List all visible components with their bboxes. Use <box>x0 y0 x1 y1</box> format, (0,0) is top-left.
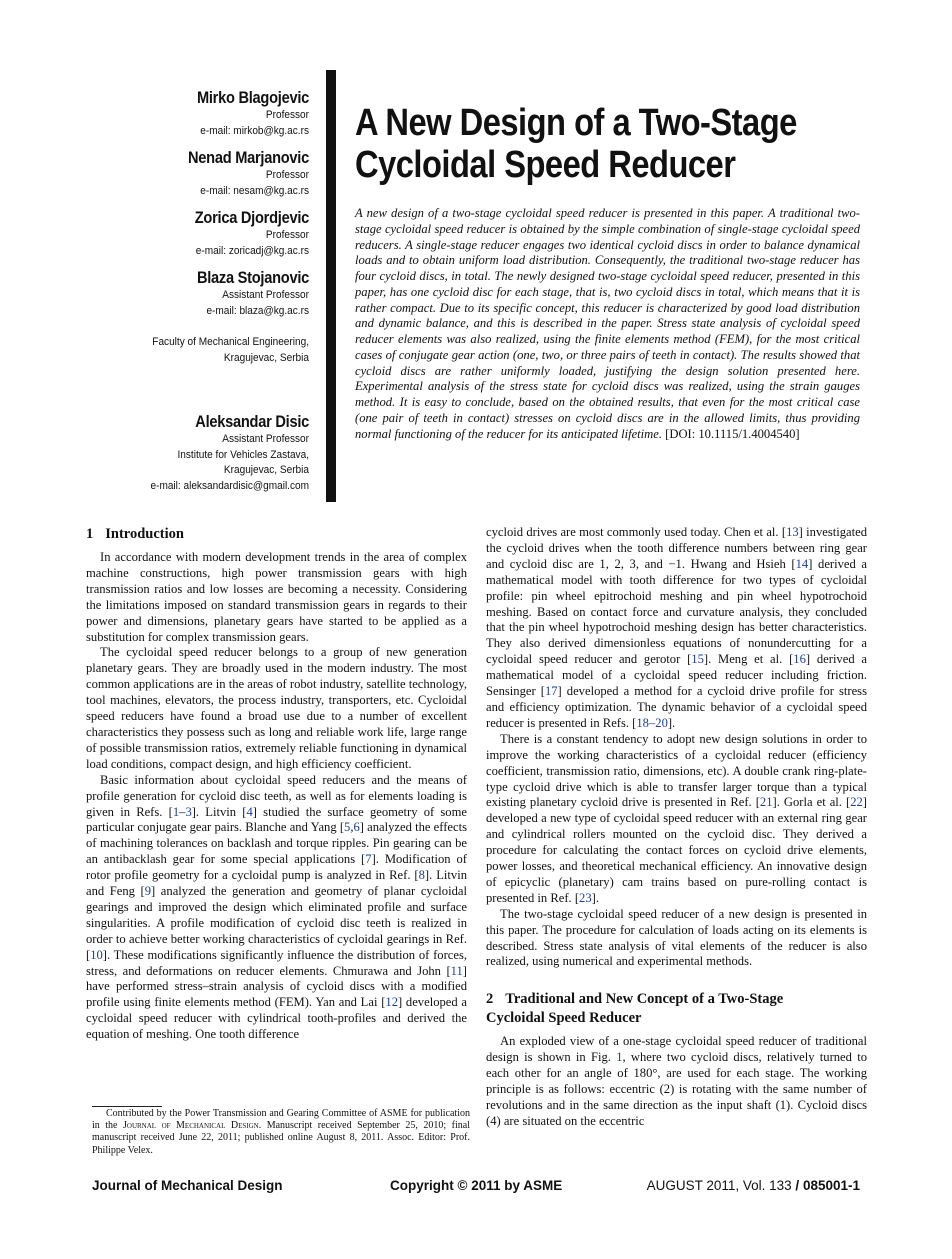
text-run: ]. Gorla et al. [ <box>772 795 851 810</box>
text-run: Contributed by the Power Transmission and Gearing Committee of ASME for publication in the <box>92 1108 470 1132</box>
section-number: 1 <box>86 526 94 542</box>
reference-link[interactable]: 6 <box>353 820 360 835</box>
text-run: ]. <box>667 715 676 730</box>
reference-link[interactable]: 5 <box>344 820 351 835</box>
paper-title <box>355 102 802 186</box>
author-name: Mirko Blagojevic <box>196 88 309 107</box>
author-block <box>100 88 309 139</box>
text-run: ]. Litvin and Feng [ <box>86 868 467 899</box>
reference-link[interactable]: 12 <box>385 995 398 1010</box>
author-list <box>100 88 309 503</box>
journal-name: Journal of Mechanical Design <box>123 1120 259 1132</box>
page-footer <box>92 1178 860 1196</box>
affiliation-line: Kragujevac, Serbia <box>223 464 309 476</box>
section-number: 2 <box>486 991 494 1008</box>
text-run: ] analyzed the generation and geometry of planar cycloidal gearings and improved the design which eliminated profile and surface singularities. A profile modification of cycloid disc teeth is realized in order to achieve better working characteristics of cycloidal gearings in Ref. [ <box>86 884 467 962</box>
author-block <box>100 412 309 494</box>
text-run: ] developed a new type of cycloidal speed reducer with an external ring gear and cylindrical rollers mounted on the cycloid disc. They derived a procedure for calculating the contact forces on cycloid drive elements, power losses, and theoretical mechanical efficiency. An innovative design of epicyclic (planetary) cam trains based on pure-rolling contact is presented in Ref. [ <box>486 795 867 905</box>
text-run: ]. Meng et al. [ <box>703 652 794 667</box>
reference-link[interactable]: 21 <box>759 795 773 810</box>
reference-link[interactable]: 1 <box>172 804 180 819</box>
text-run: ] studied the surface geometry of some particular conjugate gear pairs. Blanche and Yang [ <box>86 804 467 835</box>
page-number: 085001-1 <box>802 1178 860 1193</box>
reference-link[interactable]: 23 <box>579 890 592 905</box>
text-run: – <box>179 804 186 819</box>
section-title: Introduction <box>105 526 184 542</box>
reference-link[interactable]: 13 <box>786 525 799 539</box>
footnote <box>92 1108 470 1157</box>
text-run: . Manuscript received September 25, 2010; final manuscript received June 22, 2011; published online August 8, 2011. Assoc. Editor: Prof. Philippe Velex. <box>92 1120 471 1156</box>
reference-link[interactable]: 3 <box>185 804 192 819</box>
reference-link[interactable]: 9 <box>144 884 152 899</box>
author-title: Professor <box>265 169 309 181</box>
text-run: ] have performed stress–strain analysis of cycloid discs with a modified profile using finite elements method (FEM). Yan and Lai [ <box>86 963 467 1010</box>
abstract-text: A new design of a two-stage cycloidal speed reducer is presented in this paper. A traditional two-stage cycloidal speed reducer is obtained by the simple combination of single-stage cycloidal speed reducers. A single-stage reducer engages two identical cycloid discs in order to balance dynamical loads and to obtain uniform load distribution. Consequently, the traditional two-stage reducer has four cycloid discs, in total. The newly designed two-stage cycloidal speed reducer, presented in this paper, has one cycloid disc for each stage, that is, two cycloid discs in total, which means that it is rather compact. Due to its specific concept, this reducer is characterized by good load distribution and dynamic balance, and this is described in the paper. Stress state analysis of cycloidal speed reducer elements was also realized, using the finite elements method (FEM), for the most critical cases of conjugate gear action (one, two, or three pairs of teeth in contact). The results showed that cycloid discs are rather uniformly loaded, justifying the design solution presented here. Experimental analysis of the stress state for cycloid discs was realized, using the strain gauges method. It is easy to conclude, based on the obtained results, that even for the most critical case (one pair of teeth in contact) stresses on cycloid discs are in the allowed limits, thus providing normal functioning of the reducer for its anticipated lifetime. <box>355 206 860 441</box>
section-heading-concept <box>486 990 867 1028</box>
paragraph <box>86 773 467 1043</box>
reference-link[interactable]: 22 <box>850 795 863 810</box>
paragraph <box>486 1034 867 1129</box>
reference-link[interactable]: 16 <box>793 652 806 667</box>
author-block <box>100 268 309 319</box>
reference-link[interactable]: 18–20 <box>636 715 668 730</box>
text-run: An exploded view of a one-stage cycloidal speed reducer of traditional design is shown in Fig. <box>486 1034 867 1065</box>
paragraph: In accordance with modern development trends in the area of complex machine constructions, high power transmission gears with high transmission ratios and low losses are becoming a necessity. Considering the limitations imposed on standard transmission gears in regards to their power and dimensions, planetary gears have started to be applied as a substitution for complex transmission gears. <box>86 550 467 644</box>
figure-link[interactable]: 1 <box>616 1050 623 1065</box>
paragraph <box>486 525 867 732</box>
reference-link[interactable]: 7 <box>365 852 372 867</box>
issue-info: AUGUST 2011, Vol. 133 <box>646 1178 792 1193</box>
author-title: Professor <box>265 109 309 121</box>
author-email[interactable]: e-mail: nesam@kg.ac.rs <box>200 184 309 197</box>
footer-copyright: Copyright © 2011 by ASME <box>390 1178 563 1193</box>
title-block <box>355 102 875 186</box>
author-email[interactable]: e-mail: blaza@kg.ac.rs <box>206 304 309 317</box>
body-column-left <box>86 525 467 1043</box>
author-email[interactable]: e-mail: aleksandardisic@gmail.com <box>150 479 309 492</box>
author-name: Blaza Stojanovic <box>196 268 309 287</box>
reference-link[interactable]: 11 <box>450 963 463 978</box>
author-email[interactable]: e-mail: mirkob@kg.ac.rs <box>200 124 309 137</box>
text-run: ] developed a method for a cycloid drive profile for stress and efficiency optimization. The dynamic behavior of a cycloidal speed reducer is presented in Refs. [ <box>486 684 867 730</box>
text-run: ] derived a mathematical model of a cycloidal speed reducer including friction. Sensinger [ <box>486 652 867 699</box>
text-run: cycloid drives are most commonly used today. Chen et al. [ <box>486 525 787 539</box>
author-title: Professor <box>265 229 309 241</box>
text-run: ]. Litvin [ <box>191 804 247 819</box>
author-block <box>100 148 309 199</box>
affiliation-line: Faculty of Mechanical Engineering, <box>152 336 309 348</box>
abstract <box>355 206 860 442</box>
affiliation-line: Institute for Vehicles Zastava, <box>177 448 309 461</box>
author-title: Assistant Professor <box>222 433 309 445</box>
faculty-affiliation <box>100 335 309 366</box>
title-line: A New Design of a Two-Stage <box>355 102 797 144</box>
author-block <box>100 208 309 259</box>
reference-link[interactable]: 4 <box>246 804 253 819</box>
footer-separator: / <box>791 1178 803 1193</box>
author-name: Aleksandar Disic <box>195 412 309 431</box>
paragraph <box>486 732 867 907</box>
text-run: , where two cycloid discs, relatively turned to each other for an angle of 180°, are used for each stage. The working principle is as follows: eccentric (2) is rotating with the same number of revolutions and in the same direction as the input shaft (1). Cycloid discs (4) are situated on the eccentric <box>486 1050 867 1128</box>
text-run: ] analyzed the effects of machining tolerances on backlash and torque ripples. Pin gearing can be an antibacklash gear for some special applications [ <box>86 820 467 867</box>
author-title: Assistant Professor <box>222 289 309 301</box>
author-email[interactable]: e-mail: zoricadj@kg.ac.rs <box>195 244 309 257</box>
text-run: , <box>350 820 354 835</box>
text-run: ] developed a cycloidal speed reducer with cylindrical tooth-profiles and derived the equation of meshing. One tooth difference <box>86 995 467 1042</box>
footnote-rule <box>92 1106 162 1107</box>
title-divider-bar <box>326 70 336 502</box>
text-run: ]. These modifications significantly influence the distribution of forces, stress, and deformations on reducer elements. Chmurawa and John [ <box>86 947 467 978</box>
footer-journal-name: Journal of Mechanical Design <box>92 1178 283 1193</box>
reference-link[interactable]: 14 <box>795 556 809 571</box>
paragraph: The two-stage cycloidal speed reducer of a new design is presented in this paper. The procedure for calculation of loads acting on its elements is described. Stress state analysis of vital elements of the reducer is also realized, using numerical and experimental methods. <box>486 906 867 969</box>
section-heading-introduction <box>86 525 467 544</box>
reference-link[interactable]: 8 <box>418 868 425 883</box>
text-run: ]. <box>591 890 599 905</box>
title-line: Cycloidal Speed Reducer <box>355 144 736 186</box>
affiliation-line: Kragujevac, Serbia <box>223 351 309 364</box>
paragraph: The cycloidal speed reducer belongs to a group of new generation planetary gears. They are broadly used in the modern industry. The most common applications are in the areas of robot industry, satellite technology, tool machines, elevators, the process industry, transporters, etc. Cycloidal speed reducers have found a broad use due to a number of excellent characteristics they possess such as long and reliable work life, large range of possible transmission ratios, extremely reliable functioning in dynamical load conditions, compact design, and high efficiency coefficient. <box>86 645 467 771</box>
section-title: Cycloidal Speed Reducer <box>486 1010 642 1027</box>
author-name: Zorica Djordjevic <box>194 208 309 227</box>
reference-link[interactable]: 10 <box>90 947 103 962</box>
text-run: ] investigated the cycloid drives when the tooth difference numbers between ring gear and cycloid disc are 1, 2, 3, and −1. Hwang and Hsieh [ <box>486 525 868 571</box>
section-title: Traditional and New Concept of a Two-Stage <box>505 991 784 1008</box>
text-run: ] derived a mathematical model with tooth difference for two types of cycloidal profile: pin wheel epitrochoid meshing and pin wheel hypotrochoid meshing. Based on contact force and curvature analysis, they concluded that the pin wheel hypotrochoid meshing design has better characteristics. They also derived dimensionless equations of nonundercutting for a cycloidal speed reducer and gerotor [ <box>486 556 867 667</box>
text-run: ]. Modification of rotor profile geometry for a cycloidal pump is analyzed in Ref. [ <box>86 852 467 883</box>
text-run: There is a constant tendency to adopt new design solutions in order to improve the working characteristics of a cycloidal reducer (efficiency coefficient, transmission ratio, dimensions, etc). A double crank ring-plate-type cycloid drive which is able to transfer larger torque than a typical existing planetary cycloid drive is presented in Ref. [ <box>486 731 867 810</box>
reference-link[interactable]: 17 <box>544 684 558 699</box>
footer-issue <box>647 1178 860 1193</box>
body-column-right <box>486 525 867 1130</box>
text-run: Basic information about cycloidal speed reducers and the means of profile generation for cycloid disc teeth, as well as for elements loading is given in Refs. [ <box>86 772 467 819</box>
doi-link[interactable]: [DOI: 10.1115/1.4004540] <box>665 426 800 441</box>
reference-link[interactable]: 15 <box>691 652 704 667</box>
author-name: Nenad Marjanovic <box>187 148 309 167</box>
